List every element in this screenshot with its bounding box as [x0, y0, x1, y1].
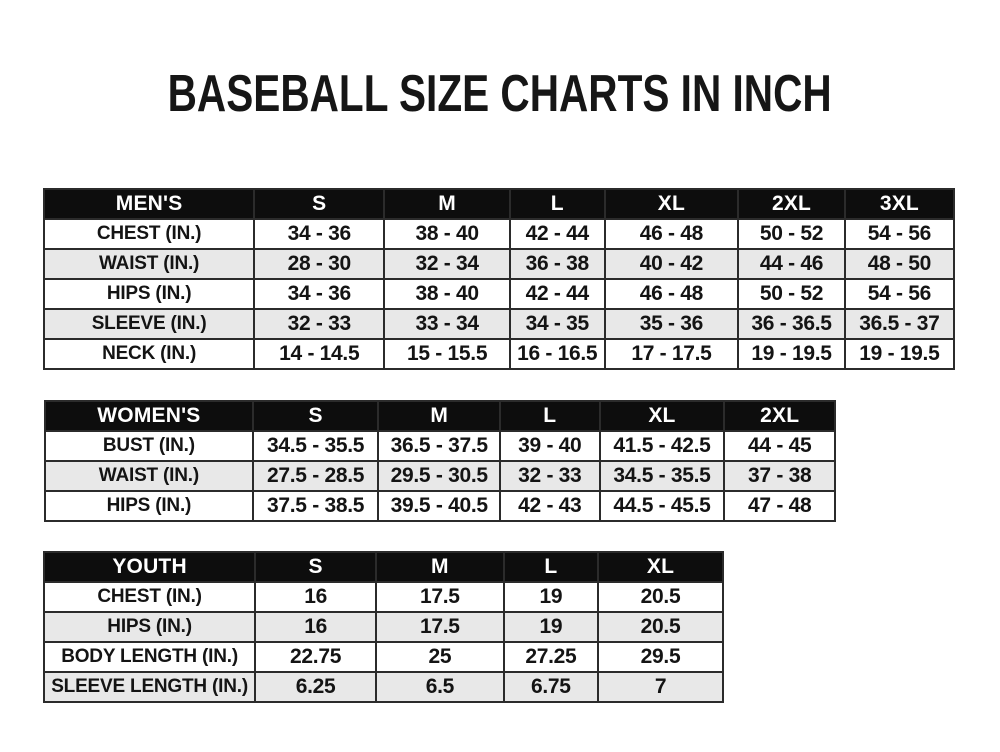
table-row [44, 672, 723, 702]
size-value-cell: 27.5 - 28.5 [253, 461, 379, 491]
size-column-header: 2XL [724, 401, 835, 431]
size-value-cell: 17.5 [376, 582, 504, 612]
table-group-label: MEN'S [44, 189, 254, 219]
row-label: HIPS (IN.) [44, 279, 254, 309]
size-value-cell: 34.5 - 35.5 [600, 461, 725, 491]
size-value-cell: 36 - 36.5 [738, 309, 844, 339]
size-column-header: L [500, 401, 600, 431]
size-value-cell: 19 [504, 582, 598, 612]
page-title: BASEBALL SIZE CHARTS IN INCH [167, 65, 832, 123]
size-value-cell: 39 - 40 [500, 431, 600, 461]
table-row [44, 279, 954, 309]
table-row [44, 582, 723, 612]
size-column-header: L [510, 189, 605, 219]
size-column-header: XL [605, 189, 739, 219]
size-column-header: 3XL [845, 189, 954, 219]
size-table-mens [43, 188, 955, 370]
size-value-cell: 17.5 [376, 612, 504, 642]
header-row [44, 552, 723, 582]
size-table-youth [43, 551, 724, 703]
size-value-cell: 44 - 45 [724, 431, 835, 461]
size-value-cell: 20.5 [598, 612, 723, 642]
size-value-cell: 34.5 - 35.5 [253, 431, 379, 461]
table-row [44, 642, 723, 672]
size-value-cell: 20.5 [598, 582, 723, 612]
size-value-cell: 6.25 [255, 672, 376, 702]
table-row [44, 339, 954, 369]
size-value-cell: 16 - 16.5 [510, 339, 605, 369]
row-label: HIPS (IN.) [44, 612, 255, 642]
size-value-cell: 42 - 44 [510, 279, 605, 309]
row-label: SLEEVE LENGTH (IN.) [44, 672, 255, 702]
size-column-header: XL [598, 552, 723, 582]
size-value-cell: 36 - 38 [510, 249, 605, 279]
size-value-cell: 16 [255, 612, 376, 642]
table-row [44, 612, 723, 642]
size-value-cell: 48 - 50 [845, 249, 954, 279]
size-value-cell: 34 - 35 [510, 309, 605, 339]
size-value-cell: 29.5 - 30.5 [378, 461, 500, 491]
size-value-cell: 42 - 43 [500, 491, 600, 521]
size-value-cell: 35 - 36 [605, 309, 739, 339]
size-column-header: XL [600, 401, 725, 431]
table-row [45, 461, 835, 491]
size-value-cell: 14 - 14.5 [254, 339, 384, 369]
size-value-cell: 42 - 44 [510, 219, 605, 249]
size-value-cell: 33 - 34 [384, 309, 510, 339]
size-value-cell: 37 - 38 [724, 461, 835, 491]
row-label: WAIST (IN.) [44, 249, 254, 279]
size-table-womens [44, 400, 836, 522]
size-value-cell: 46 - 48 [605, 279, 739, 309]
size-value-cell: 36.5 - 37 [845, 309, 954, 339]
size-value-cell: 6.75 [504, 672, 598, 702]
size-value-cell: 34 - 36 [254, 219, 384, 249]
size-value-cell: 19 - 19.5 [738, 339, 844, 369]
size-column-header: M [376, 552, 504, 582]
size-value-cell: 32 - 33 [254, 309, 384, 339]
size-value-cell: 54 - 56 [845, 219, 954, 249]
header-row [45, 401, 835, 431]
size-value-cell: 16 [255, 582, 376, 612]
size-value-cell: 46 - 48 [605, 219, 739, 249]
size-value-cell: 37.5 - 38.5 [253, 491, 379, 521]
size-value-cell: 28 - 30 [254, 249, 384, 279]
header-row [44, 189, 954, 219]
size-value-cell: 38 - 40 [384, 279, 510, 309]
row-label: WAIST (IN.) [45, 461, 253, 491]
size-value-cell: 40 - 42 [605, 249, 739, 279]
size-value-cell: 36.5 - 37.5 [378, 431, 500, 461]
size-value-cell: 19 - 19.5 [845, 339, 954, 369]
table-group-label: WOMEN'S [45, 401, 253, 431]
size-value-cell: 7 [598, 672, 723, 702]
size-value-cell: 50 - 52 [738, 279, 844, 309]
size-value-cell: 50 - 52 [738, 219, 844, 249]
row-label: CHEST (IN.) [44, 582, 255, 612]
size-value-cell: 54 - 56 [845, 279, 954, 309]
table-row [44, 219, 954, 249]
page-title-container [0, 64, 1000, 124]
size-value-cell: 19 [504, 612, 598, 642]
size-column-header: 2XL [738, 189, 844, 219]
table-row [44, 249, 954, 279]
size-value-cell: 32 - 34 [384, 249, 510, 279]
size-value-cell: 39.5 - 40.5 [378, 491, 500, 521]
size-column-header: M [384, 189, 510, 219]
size-column-header: L [504, 552, 598, 582]
size-column-header: S [255, 552, 376, 582]
size-value-cell: 15 - 15.5 [384, 339, 510, 369]
row-label: CHEST (IN.) [44, 219, 254, 249]
table-row [45, 431, 835, 461]
size-value-cell: 34 - 36 [254, 279, 384, 309]
size-value-cell: 27.25 [504, 642, 598, 672]
size-value-cell: 47 - 48 [724, 491, 835, 521]
size-value-cell: 32 - 33 [500, 461, 600, 491]
size-column-header: S [253, 401, 379, 431]
table-row [45, 491, 835, 521]
size-value-cell: 6.5 [376, 672, 504, 702]
row-label: BODY LENGTH (IN.) [44, 642, 255, 672]
table-row [44, 309, 954, 339]
size-value-cell: 44 - 46 [738, 249, 844, 279]
row-label: SLEEVE (IN.) [44, 309, 254, 339]
size-column-header: M [378, 401, 500, 431]
table-group-label: YOUTH [44, 552, 255, 582]
row-label: BUST (IN.) [45, 431, 253, 461]
size-value-cell: 29.5 [598, 642, 723, 672]
row-label: HIPS (IN.) [45, 491, 253, 521]
row-label: NECK (IN.) [44, 339, 254, 369]
size-value-cell: 22.75 [255, 642, 376, 672]
size-value-cell: 41.5 - 42.5 [600, 431, 725, 461]
size-value-cell: 17 - 17.5 [605, 339, 739, 369]
size-value-cell: 44.5 - 45.5 [600, 491, 725, 521]
size-column-header: S [254, 189, 384, 219]
size-value-cell: 38 - 40 [384, 219, 510, 249]
size-value-cell: 25 [376, 642, 504, 672]
